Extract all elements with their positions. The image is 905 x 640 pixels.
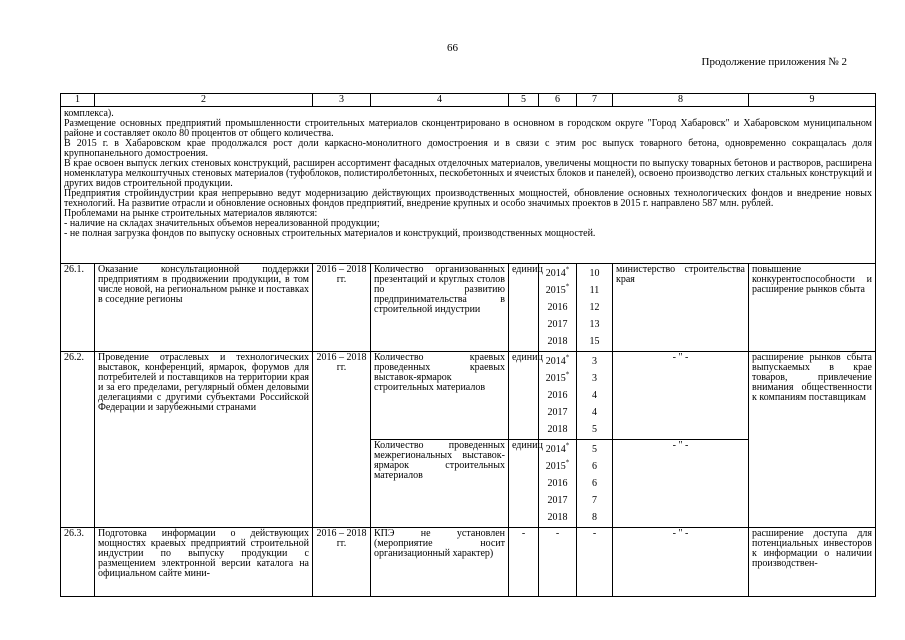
executor-cell: - " - (613, 528, 749, 597)
intro-paragraph: комплекса). (64, 108, 114, 119)
header-cell: 3 (313, 94, 371, 107)
unit-cell: единиц (509, 264, 539, 352)
year-value: 2018 (547, 512, 568, 523)
values-cell: - (577, 528, 613, 597)
row-number: 26.1. (61, 264, 95, 352)
continuation-label: Продолжение приложения № 2 (701, 56, 847, 68)
intro-paragraph: В крае освоен выпуск легких стеновых конструкций, расширен ассортимент фасадных отделочных материалов, увеличены мощности по выпуску товарных бетонов и растворов, расширена номенклатура мелкоштучных стеновых материалов (туфоблоков, полистиролбетонных, пескобетонных и ячеистых блоков и панелей), освоено производство легких стальных конструкций и других видов строительной продукции. (64, 158, 872, 189)
year-value: 2015* (545, 282, 570, 296)
year-value: 2015* (545, 370, 570, 384)
appendix-table (60, 93, 876, 597)
executor-cell: - " - (613, 352, 749, 440)
unit-cell: единиц (509, 440, 539, 528)
year-value: 2016 (547, 390, 568, 401)
year-value: 2014* (545, 353, 570, 367)
table-row (61, 264, 876, 352)
header-cell: 5 (509, 94, 539, 107)
header-cell: 7 (577, 94, 613, 107)
years-cell (539, 352, 577, 440)
indicator-value: 3 (592, 356, 597, 367)
indicator-value: 4 (592, 407, 597, 418)
year-value: 2018 (547, 424, 568, 435)
intro-paragraph: Предприятия стройиндустрии края непрерывно ведут модернизацию действующих производственных мощностей, обновление основных технологических фондов и внедрение новых технологий. На развитие отрасли и обновление основных фондов предприятий, внедрение крупных и особо значимых проектов в 2015 г. направлено 587 млн. рублей. (64, 188, 872, 209)
year-value: 2016 (547, 478, 568, 489)
indicator-value: 3 (592, 373, 597, 384)
intro-paragraph: - наличие на складах значительных объемов нереализованной продукции; (64, 218, 380, 229)
year-value: 2014* (545, 265, 570, 279)
indicator-value: 10 (589, 268, 600, 279)
intro-paragraph: Проблемами на рынке строительных материалов являются: (64, 208, 318, 219)
year-value: 2016 (547, 302, 568, 313)
values-cell (577, 352, 613, 440)
indicator-cell: Количество организованных презентаций и круглых столов по развитию предпринимательства в строительной индустрии (371, 264, 509, 352)
executor-cell: министерство строительства края (613, 264, 749, 352)
indicator-cell: Количество краевых проведенных краевых выставок-ярмарок строительных материалов (371, 352, 509, 440)
result-cell: повышение конкурентоспособности и расширение рынков сбыта (749, 264, 876, 352)
indicator-value: 6 (592, 478, 597, 489)
unit-cell: единиц (509, 352, 539, 440)
executor-cell: - " - (613, 440, 749, 528)
header-cell: 9 (749, 94, 876, 107)
intro-paragraph: В 2015 г. в Хабаровском крае продолжался рост доли каркасно-монолитного домостроения и в связи с этим рос выпуск товарного бетона, одновременно сокращалась доля крупнопанельного домостроения. (64, 138, 872, 159)
indicator-cell: КПЭ не установлен (мероприятие носит организационный характер) (371, 528, 509, 597)
period-cell: 2016 – 2018 гг. (313, 352, 371, 528)
measure-cell: Оказание консультационной поддержки предприятиям в продвижении продукции, в том числе новой, на региональном рынке и поставках в соседние регионы (95, 264, 313, 352)
header-row (61, 94, 876, 107)
header-cell: 2 (95, 94, 313, 107)
row-number: 26.2. (61, 352, 95, 528)
header-cell: 6 (539, 94, 577, 107)
page-number: 66 (447, 42, 458, 54)
header-cell: 1 (61, 94, 95, 107)
table-row (61, 352, 876, 440)
measure-cell: Подготовка информации о действующих мощностях краевых предприятий строительной индустрии по выпуску продукции с размещением электронной версии каталога на официальном сайте мини- (95, 528, 313, 597)
period-cell: 2016 – 2018 гг. (313, 264, 371, 352)
year-value: 2017 (547, 495, 568, 506)
table-row (61, 528, 876, 597)
header-cell: 8 (613, 94, 749, 107)
indicator-value: 15 (589, 336, 600, 347)
indicator-value: 12 (589, 302, 600, 313)
intro-paragraph: Размещение основных предприятий промышленности строительных материалов сконцентрировано в основном в городском округе "Город Хабаровск" и Хабаровском муниципальном районе и составляет около 80 процентов от общего количества. (64, 118, 872, 139)
row-number: 26.3. (61, 528, 95, 597)
year-value: 2014* (545, 441, 570, 455)
measure-cell: Проведение отраслевых и технологических выставок, конференций, ярмарок, форумов для потребителей и поставщиков на территории края и за его пределами, регулярный обмен деловыми делегациями с другими субъектами Российской Федерации и зарубежными странами (95, 352, 313, 528)
intro-text (61, 107, 876, 264)
header-cell: 4 (371, 94, 509, 107)
years-cell (539, 264, 577, 352)
year-value: 2015* (545, 458, 570, 472)
indicator-value: 5 (592, 444, 597, 455)
intro-paragraph: - не полная загрузка фондов по выпуску основных строительных материалов и конструкций, производственных мощностей. (64, 228, 596, 239)
period-cell: 2016 – 2018 гг. (313, 528, 371, 597)
result-cell: расширение доступа для потенциальных инвесторов к информации о наличии производствен- (749, 528, 876, 597)
year-value: 2017 (547, 407, 568, 418)
indicator-value: 5 (592, 424, 597, 435)
result-cell: расширение рынков сбыта выпускаемых в крае товаров, привлечение внимания общественности к компаниям поставщикам (749, 352, 876, 528)
years-cell (539, 440, 577, 528)
indicator-value: 4 (592, 390, 597, 401)
intro-row (61, 107, 876, 264)
unit-cell: - (509, 528, 539, 597)
values-cell (577, 264, 613, 352)
indicator-value: 8 (592, 512, 597, 523)
indicator-value: 6 (592, 461, 597, 472)
indicator-value: 11 (589, 285, 600, 296)
year-value: 2018 (547, 336, 568, 347)
years-cell: - (539, 528, 577, 597)
indicator-value: 13 (589, 319, 600, 330)
indicator-cell: Количество проведенных межрегиональных выставок-ярмарок строительных материалов (371, 440, 509, 528)
values-cell (577, 440, 613, 528)
year-value: 2017 (547, 319, 568, 330)
indicator-value: 7 (592, 495, 597, 506)
